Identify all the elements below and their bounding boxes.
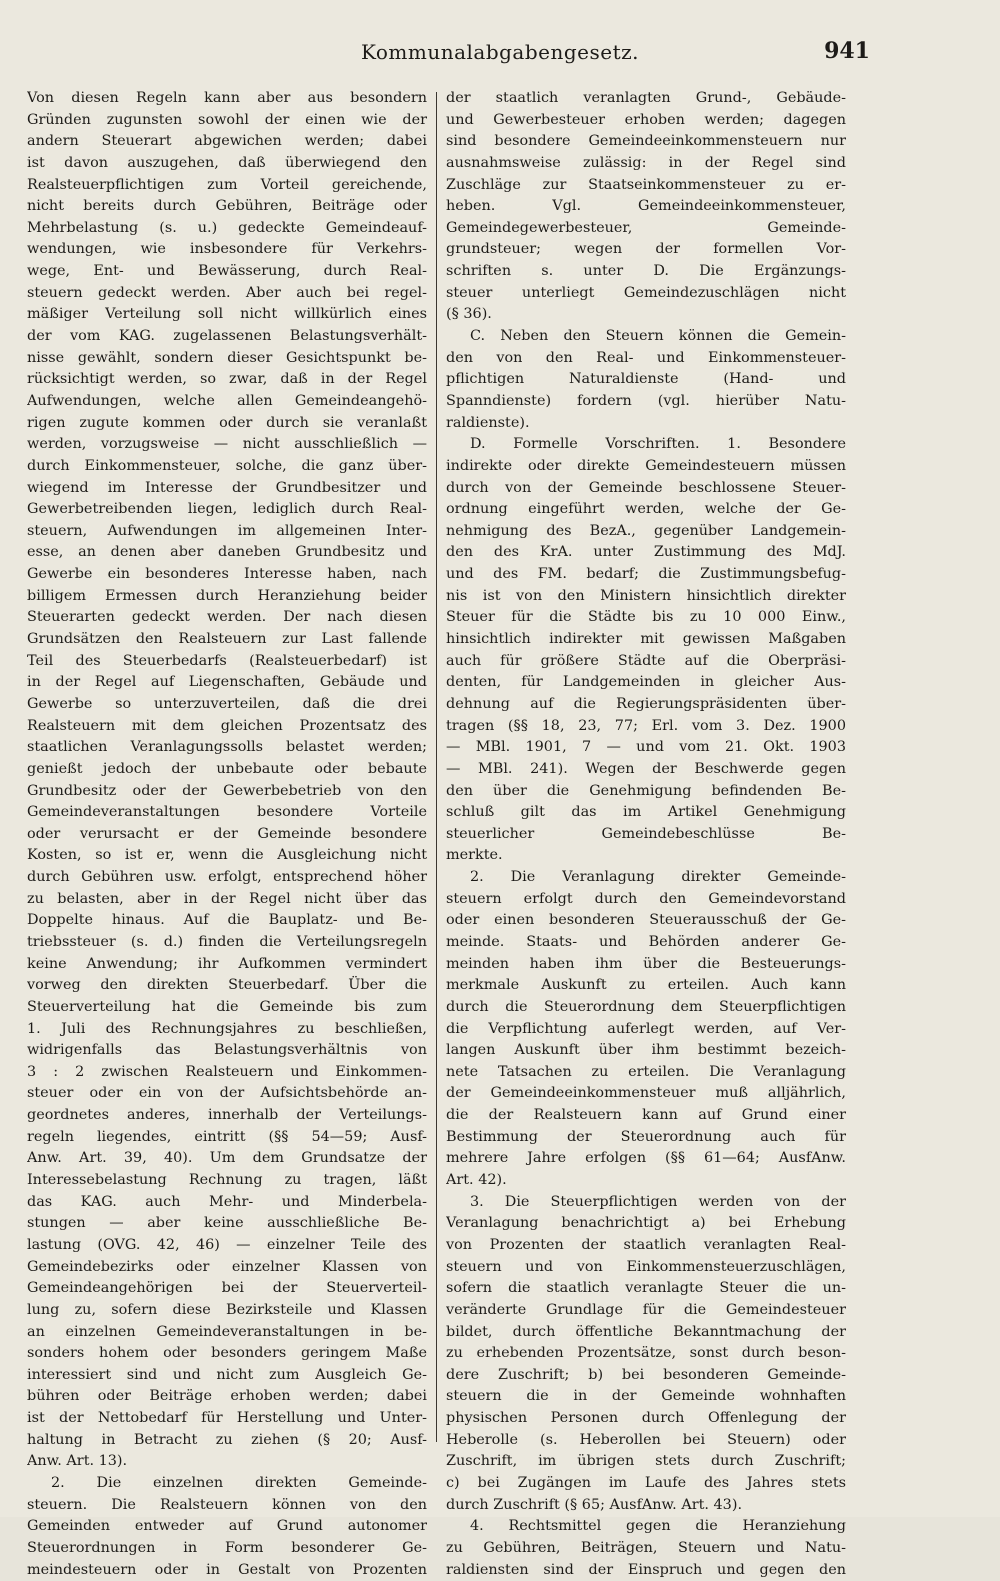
text-line: Gemeinden entweder auf Grund autonomer: [27, 1518, 427, 1535]
text-line: interessiert sind und nicht zum Ausgleich Ge-: [27, 1366, 427, 1383]
text-line: oder einen besonderen Steuerausschuß der Ge-: [446, 912, 846, 929]
text-line: oder verursacht er der Gemeinde besondere: [27, 825, 427, 842]
text-line: raldiensten sind der Einspruch und gegen den: [446, 1561, 846, 1578]
text-line: genießt jedoch der unbebaute oder bebaute: [27, 760, 427, 777]
text-line: Gemeindebezirks oder einzelner Klassen von: [27, 1258, 427, 1275]
text-line: sofern die staatlich veranlagte Steuer die un-: [446, 1280, 846, 1297]
text-line: veränderte Grundlage für die Gemeindesteuer: [446, 1301, 846, 1318]
text-line: hinsichtlich indirekter mit gewissen Maßgaben: [446, 631, 846, 648]
text-line: heben. Vgl. Gemeindeeinkommensteuer,: [446, 198, 846, 215]
text-line: steuern, Aufwendungen im allgemeinen Inter-: [27, 522, 427, 539]
text-line: denten, für Landgemeinden in gleicher Aus-: [446, 674, 846, 691]
text-line: Anw. Art. 39, 40). Um dem Grundsatze der: [27, 1150, 427, 1167]
text-line: c) bei Zugängen im Laufe des Jahres stets: [446, 1475, 846, 1491]
text-line: Teil des Steuerbedarfs (Realsteuerbedarf) ist: [27, 652, 427, 669]
text-line: Grundbesitz oder der Gewerbebetrieb von den: [27, 782, 427, 799]
text-line: das KAG. auch Mehr- und Minderbela-: [27, 1193, 427, 1210]
text-line: in der Regel auf Liegenschaften, Gebäude und: [27, 674, 427, 691]
text-line: dehnung auf die Regierungspräsidenten über-: [446, 695, 846, 712]
text-line: schriften s. unter D. Die Ergänzungs-: [446, 263, 846, 280]
text-line: den von den Real- und Einkommensteuer-: [446, 349, 846, 366]
text-line: vorweg den direkten Steuerbedarf. Über die: [27, 977, 427, 994]
text-line: staatlichen Veranlagungssolls belastet werden;: [27, 739, 427, 756]
text-line: pflichtigen Naturaldienste (Hand- und: [446, 371, 846, 388]
text-line: der Gemeindeeinkommensteuer muß alljährlich,: [446, 1085, 846, 1102]
text-line: 4. Rechtsmittel gegen die Heranziehung: [470, 1518, 846, 1535]
text-line: Steuer für die Städte bis zu 10 000 Einw.,: [446, 609, 846, 626]
text-line: C. Neben den Steuern können die Gemein-: [470, 328, 846, 345]
text-line: meinden haben ihm über die Besteuerungs-: [446, 955, 846, 972]
text-line: die Verpflichtung auferlegt werden, auf Ver-: [446, 1020, 846, 1037]
text-line: Steuerordnungen in Form besonderer Ge-: [27, 1539, 427, 1556]
text-line: esse, an denen aber daneben Grundbesitz und: [27, 544, 427, 561]
text-line: durch die Steuerordnung dem Steuerpflichtigen: [446, 998, 846, 1015]
text-line: werden, vorzugsweise — nicht ausschließlich —: [27, 436, 427, 453]
text-line: merkte.: [446, 847, 503, 864]
page-number: 941: [824, 38, 870, 64]
text-line: ist davon auszugehen, daß überwiegend den: [27, 154, 427, 171]
text-line: steuern gedeckt werden. Aber auch bei regel-: [27, 284, 427, 301]
text-line: ist der Nettobedarf für Herstellung und Unter-: [27, 1410, 427, 1427]
text-line: billigem Ermessen durch Heranziehung beider: [27, 587, 427, 604]
text-line: den über die Genehmigung befindenden Be-: [446, 782, 846, 799]
text-line: durch Zuschrift (§ 65; AusfAnw. Art. 43).: [446, 1496, 743, 1513]
text-line: Bestimmung der Steuerordnung auch für: [446, 1128, 846, 1145]
text-line: steuern die in der Gemeinde wohnhaften: [446, 1388, 846, 1405]
text-line: zu belasten, aber in der Regel nicht über das: [27, 890, 427, 907]
text-line: Von diesen Regeln kann aber aus besondern: [27, 90, 427, 106]
text-line: und des FM. bedarf; die Zustimmungsbefug-: [446, 566, 846, 583]
text-line: steuerlicher Gemeindebeschlüsse Be-: [446, 825, 846, 842]
text-line: geordnetes anderes, innerhalb der Verteilungs-: [27, 1107, 427, 1124]
text-line: physischen Personen durch Offenlegung der: [446, 1410, 846, 1427]
text-line: den des KrA. unter Zustimmung des MdJ.: [446, 544, 846, 561]
text-line: 1. Juli des Rechnungsjahres zu beschließen,: [27, 1020, 427, 1037]
text-line: ausnahmsweise zulässig: in der Regel sind: [446, 154, 846, 171]
text-line: nis ist von den Ministern hinsichtlich direkter: [446, 587, 846, 604]
text-line: Gewerbetreibenden liegen, lediglich durch Real-: [27, 501, 427, 518]
text-line: sind besondere Gemeindeeinkommensteuern nur: [446, 133, 846, 150]
text-line: Steuerarten gedeckt werden. Der nach diesen: [27, 609, 427, 626]
text-line: indirekte oder direkte Gemeindesteuern müssen: [446, 457, 846, 474]
right-text-column: [446, 88, 846, 1581]
text-line: ordnung eingeführt werden, welche der Ge-: [446, 501, 846, 518]
text-line: keine Anwendung; ihr Aufkommen vermindert: [27, 955, 427, 972]
text-line: 3. Die Steuerpflichtigen werden von der: [470, 1193, 846, 1210]
text-line: Veranlagung benachrichtigt a) bei Erhebung: [446, 1215, 846, 1232]
text-line: Aufwendungen, welche allen Gemeindeangehö-: [27, 392, 427, 409]
text-line: rücksichtigt werden, so zwar, daß in der Regel: [27, 371, 427, 388]
text-line: stungen — aber keine ausschließliche Be-: [27, 1215, 427, 1232]
text-line: 2. Die Veranlagung direkter Gemeinde-: [470, 869, 846, 886]
text-line: Realsteuern mit dem gleichen Prozentsatz des: [27, 717, 427, 734]
text-line: durch Einkommensteuer, solche, die ganz über-: [27, 457, 427, 474]
text-line: 2. Die einzelnen direkten Gemeinde-: [51, 1475, 427, 1491]
text-line: Mehrbelastung (s. u.) gedeckte Gemeindeauf-: [27, 219, 427, 236]
text-line: meinde. Staats- und Behörden anderer Ge-: [446, 933, 846, 950]
text-line: nete Tatsachen zu erteilen. Die Veranlagung: [446, 1063, 846, 1080]
text-line: D. Formelle Vorschriften. 1. Besondere: [470, 436, 846, 453]
text-line: grundsteuer; wegen der formellen Vor-: [446, 241, 846, 258]
text-line: mehrere Jahre erfolgen (§§ 61—64; AusfAnw.: [446, 1150, 846, 1167]
text-line: triebssteuer (s. d.) finden die Verteilungsregeln: [27, 933, 427, 950]
text-line: Gemeindegewerbesteuer, Gemeinde-: [446, 219, 846, 236]
text-line: raldienste).: [446, 414, 530, 431]
text-line: regeln liegendes, eintritt (§§ 54—59; Ausf-: [27, 1128, 427, 1145]
text-line: widrigenfalls das Belastungsverhältnis von: [27, 1042, 427, 1059]
text-line: lastung (OVG. 42, 46) — einzelner Teile des: [27, 1236, 427, 1253]
text-line: steuern erfolgt durch den Gemeindevorstand: [446, 890, 846, 907]
text-line: an einzelnen Gemeindeveranstaltungen in be-: [27, 1323, 427, 1340]
text-line: haltung in Betracht zu ziehen (§ 20; Ausf-: [27, 1431, 427, 1448]
text-line: Anw. Art. 13).: [27, 1453, 128, 1470]
text-line: nicht bereits durch Gebühren, Beiträge oder: [27, 198, 427, 215]
text-line: bildet, durch öffentliche Bekanntmachung der: [446, 1323, 846, 1340]
text-line: — MBl. 241). Wegen der Beschwerde gegen: [446, 760, 846, 777]
text-line: Gewerbe so unterzuverteilen, daß die drei: [27, 695, 427, 712]
text-line: der vom KAG. zugelassenen Belastungsverhält-: [27, 328, 427, 345]
text-line: lung zu, sofern diese Bezirksteile und Klassen: [27, 1301, 427, 1318]
running-header-title: Kommunalabgabengesetz.: [360, 40, 640, 64]
text-line: und Gewerbesteuer erhoben werden; dagegen: [446, 111, 846, 128]
text-line: Gemeindeangehörigen bei der Steuerverteil-: [27, 1280, 427, 1297]
text-line: zu Gebühren, Beiträgen, Steuern und Natu-: [446, 1539, 846, 1556]
text-line: sonders hohem oder besonders geringem Maße: [27, 1345, 427, 1362]
left-text-column: [27, 88, 427, 1581]
text-line: andern Steuerart abgewichen werden; dabei: [27, 133, 427, 150]
text-line: Art. 42).: [446, 1172, 507, 1189]
text-line: zu erhebenden Prozentsätze, sonst durch beson-: [446, 1345, 846, 1362]
text-line: Grundsätzen den Realsteuern zur Last fallende: [27, 631, 427, 648]
text-line: Zuschläge zur Staatseinkommensteuer zu er-: [446, 176, 846, 193]
text-line: tragen (§§ 18, 23, 77; Erl. vom 3. Dez. 1900: [446, 717, 846, 734]
text-line: dere Zuschrift; b) bei besonderen Gemeinde-: [446, 1366, 846, 1383]
text-line: steuer oder ein von der Aufsichtsbehörde an-: [27, 1085, 427, 1102]
text-line: bühren oder Beiträge erhoben werden; dabei: [27, 1388, 427, 1405]
text-line: Kosten, so ist er, wenn die Ausgleichung nicht: [27, 847, 427, 864]
text-line: Spanndienste) fordern (vgl. hierüber Natu-: [446, 392, 846, 409]
text-line: Steuerverteilung hat die Gemeinde bis zum: [27, 998, 427, 1015]
text-line: rigen zugute kommen oder durch sie veranlaßt: [27, 414, 427, 431]
text-line: durch Gebühren usw. erfolgt, entsprechend höher: [27, 869, 427, 886]
text-line: Gemeindeveranstaltungen besondere Vorteile: [27, 804, 427, 821]
text-line: wendungen, wie insbesondere für Verkehrs-: [27, 241, 427, 258]
text-line: Gewerbe ein besonderes Interesse haben, nach: [27, 566, 427, 583]
text-line: Interessebelastung Rechnung zu tragen, läßt: [27, 1172, 427, 1189]
text-line: nehmigung des BezA., gegenüber Landgemein-: [446, 522, 846, 539]
text-line: Zuschrift, im übrigen stets durch Zuschrift;: [446, 1453, 846, 1470]
text-line: nisse gewählt, sondern dieser Gesichtspunkt be-: [27, 349, 427, 366]
text-line: der staatlich veranlagten Grund-, Gebäude-: [446, 90, 846, 106]
text-line: Realsteuerpflichtigen zum Vorteil gereichende,: [27, 176, 427, 193]
text-line: steuern. Die Realsteuern können von den: [27, 1496, 427, 1513]
text-line: durch von der Gemeinde beschlossene Steuer-: [446, 479, 846, 496]
text-line: Heberolle (s. Heberollen bei Steuern) oder: [446, 1431, 846, 1448]
text-line: steuer unterliegt Gemeindezuschlägen nicht: [446, 284, 846, 301]
text-line: meindesteuern oder in Gestalt von Prozenten: [27, 1561, 427, 1578]
text-line: (§ 36).: [446, 306, 492, 323]
text-line: wege, Ent- und Bewässerung, durch Real-: [27, 263, 427, 280]
text-line: Doppelte hinaus. Auf die Bauplatz- und Be-: [27, 912, 427, 929]
text-line: merkmale Auskunft zu erteilen. Auch kann: [446, 977, 846, 994]
text-line: von Prozenten der staatlich veranlagten Real-: [446, 1236, 846, 1253]
text-line: mäßiger Verteilung soll nicht willkürlich eines: [27, 306, 427, 323]
text-line: 3 : 2 zwischen Realsteuern und Einkommen-: [27, 1063, 427, 1080]
text-line: auch für größere Städte auf die Oberpräsi-: [446, 652, 846, 669]
text-line: Gründen zugunsten sowohl der einen wie der: [27, 111, 427, 128]
text-line: schluß gilt das im Artikel Genehmigung: [446, 804, 846, 821]
text-line: wiegend im Interesse der Grundbesitzer und: [27, 479, 427, 496]
text-line: — MBl. 1901, 7 — und vom 21. Okt. 1903: [446, 739, 846, 756]
text-line: steuern und von Einkommensteuerzuschlägen,: [446, 1258, 846, 1275]
column-divider: [436, 92, 437, 1442]
text-line: langen Auskunft über ihm bestimmt bezeich-: [446, 1042, 846, 1059]
text-line: die der Realsteuern kann auf Grund einer: [446, 1107, 846, 1124]
